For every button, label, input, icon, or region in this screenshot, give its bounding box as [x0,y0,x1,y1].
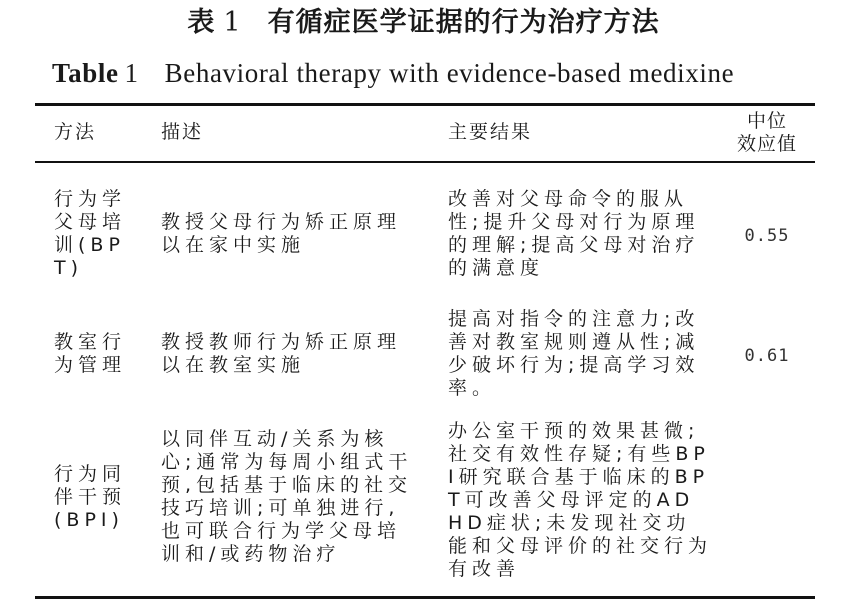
row1-method: 行为学父母培训(BPT) [54,188,127,279]
chinese-caption [0,4,847,42]
table-top-rule [35,103,815,106]
header-effect-size-line1: 中位 [746,110,787,132]
header-effect-size-line2: 效应值 [736,133,797,155]
row2-effect-size: 0.61 [744,346,790,366]
row3-method: 行为同伴干预(BPI) [54,463,127,531]
row2-method: 教室行为管理 [54,331,127,376]
header-method: 方法 [54,121,97,143]
row3-results: 办公室干预的效果甚微;社交有效性存疑;有些BPI研究联合基于临床的BPT可改善父母评定的ADHD症状;未发现社交功能和父母评价的社交行为有改善 [448,420,713,580]
header-description: 描述 [161,121,204,143]
chinese-caption-number: 1 [223,7,242,38]
header-effect-size [722,110,812,156]
chinese-caption-title: 有循症医学证据的行为治疗方法 [267,7,660,38]
chinese-caption-label: 表 [187,7,216,38]
english-caption-number: 1 [124,58,139,88]
row2-description: 教授教师行为矫正原理以在教室实施 [161,331,402,376]
row1-effect-size: 0.55 [744,226,790,246]
table-bottom-rule [35,596,815,599]
row1-description: 教授父母行为矫正原理以在家中实施 [161,211,402,256]
header-results: 主要结果 [448,121,533,143]
row3-description: 以同伴互动/关系为核心;通常为每周小组式干预,包括基于临床的社交技巧培训;可单独进行,也可联合行为学父母培训和/或药物治疗 [161,428,413,565]
row2-results: 提高对指令的注意力;改善对教室规则遵从性;减少破坏行为;提高学习效率。 [448,308,700,399]
english-caption [52,56,812,90]
row1-results: 改善对父母命令的服从性;提升父母对行为原理的理解;提高父母对治疗的满意度 [448,188,700,279]
table-header-rule [35,161,815,163]
english-caption-label: Table [52,58,119,88]
english-caption-title: Behavioral therapy with evidence-based medixine [164,58,735,88]
